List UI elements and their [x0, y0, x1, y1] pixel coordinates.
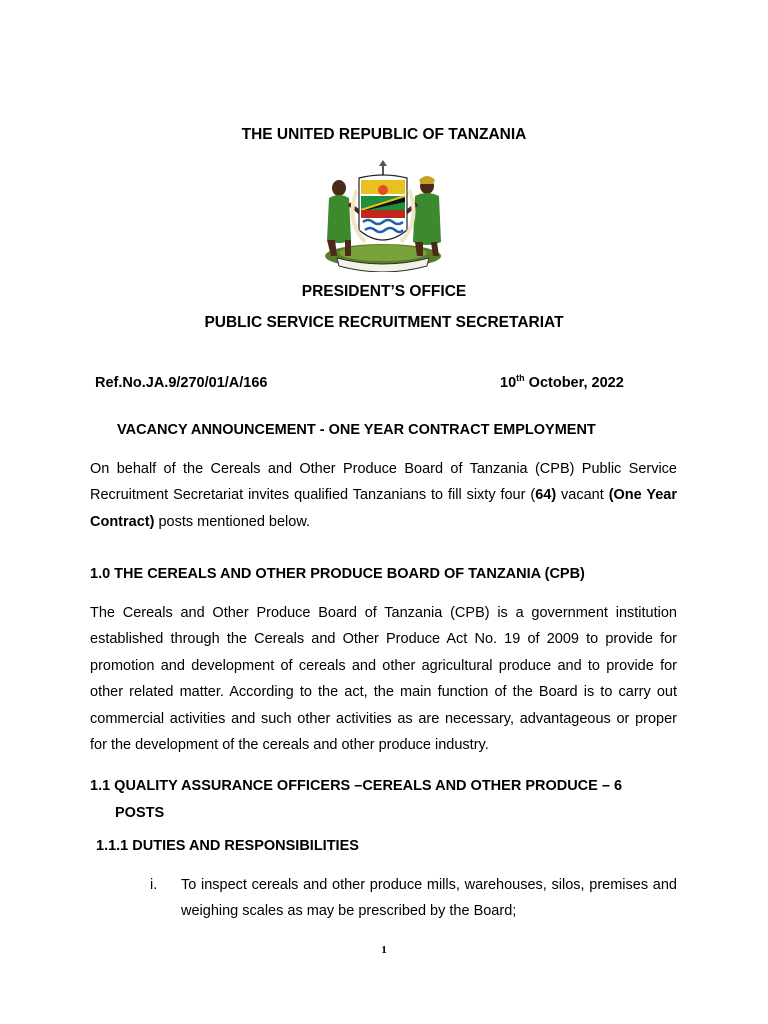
- date-suffix: th: [516, 373, 525, 383]
- intro-text-c: posts mentioned below.: [154, 513, 311, 530]
- secretariat-title: PUBLIC SERVICE RECRUITMENT SECRETARIAT: [204, 314, 564, 331]
- date-day: 10: [500, 375, 517, 391]
- date-rest: October, 2022: [524, 375, 624, 391]
- section-1-1-heading-line1: 1.1 QUALITY ASSURANCE OFFICERS –CEREALS AND OTHER PRODUCE – 6: [90, 778, 623, 794]
- office-title: PRESIDENT’S OFFICE: [301, 283, 467, 300]
- intro-text-a: On behalf of the Cereals and Other Produce Board of Tanzania (CPB) Public Service Recruitment Secretariat invites qualified Tanzanians to fill sixty four (: [90, 461, 677, 504]
- intro-contract: (One Year Contract): [90, 487, 677, 530]
- page-number: 1: [381, 944, 387, 956]
- section-1-1-heading: [90, 773, 680, 827]
- list-item: [150, 872, 677, 925]
- section-1-heading: 1.0 THE CEREALS AND OTHER PRODUCE BOARD OF TANZANIA (CPB): [90, 566, 585, 582]
- list-item-text: To inspect cereals and other produce mills, warehouses, silos, premises and weighing scales as may be prescribed by the Board;: [181, 877, 677, 920]
- intro-count: 64): [535, 487, 557, 504]
- section-1-1-1-heading: 1.1.1 DUTIES AND RESPONSIBILITIES: [96, 838, 359, 854]
- intro-paragraph: [90, 456, 677, 535]
- section-1-1-heading-line2: POSTS: [115, 805, 165, 821]
- country-title: THE UNITED REPUBLIC OF TANZANIA: [241, 126, 527, 143]
- intro-text-b: vacant: [556, 487, 609, 504]
- list-item-number: i.: [150, 877, 158, 893]
- announcement-title: VACANCY ANNOUNCEMENT - ONE YEAR CONTRACT EMPLOYMENT: [117, 422, 596, 438]
- section-1-body: The Cereals and Other Produce Board of Tanzania (CPB) is a government institution established through the Cereals and Other Produce Act No. 19 of 2009 to provide for promotion and development of cereals and other agricultural produce and to provide for other related matter. According to the act, the main function of the Board is to carry out commercial activities and such other activities as are necessary, advantageous or proper for the development of the cereals and other produce industry.: [90, 605, 677, 754]
- document-date: [500, 375, 624, 391]
- reference-number: Ref.No.JA.9/270/01/A/166: [95, 375, 268, 391]
- coat-of-arms-icon: [315, 160, 451, 272]
